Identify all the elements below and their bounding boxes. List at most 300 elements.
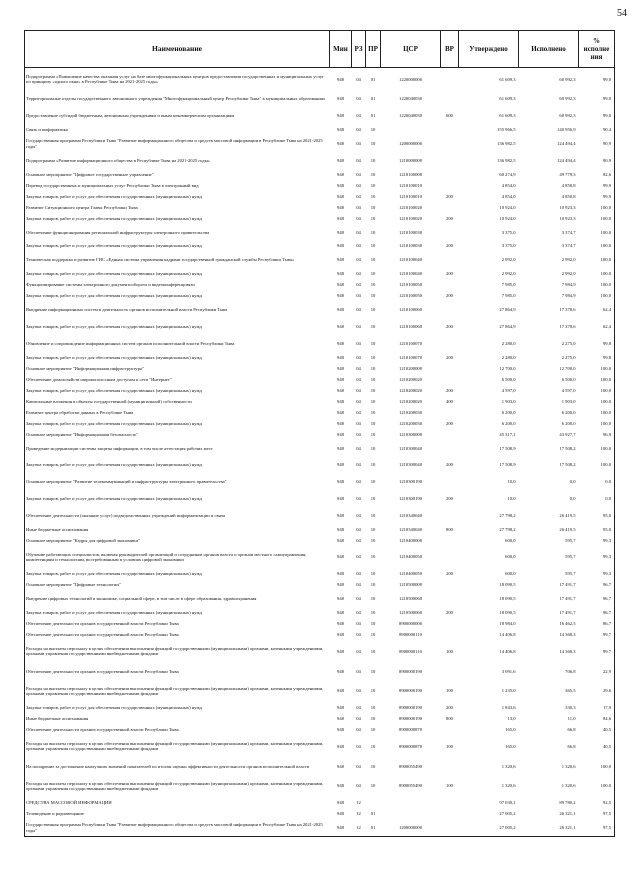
row-name: Обеспечение деятельности органов государственной власти Республики Тыва <box>25 724 330 735</box>
table-row <box>25 663 615 680</box>
table-row <box>25 629 615 640</box>
row-rz: 04 <box>356 215 361 221</box>
row-percent: 100,0 <box>579 440 615 457</box>
header-pr: ПР <box>366 31 381 68</box>
row-executed: 17 491,7 <box>559 610 576 616</box>
row-vr <box>441 579 459 590</box>
row-pr: 10 <box>370 376 376 382</box>
row-name: Внедрение информационных систем в деятельность органов исполнительной власти Республики Тыва <box>25 301 330 318</box>
row-rz: 04 <box>356 495 361 501</box>
table-row <box>25 301 615 318</box>
row-percent: 100,0 <box>579 407 615 418</box>
row-vr <box>441 169 459 180</box>
row-name: Капитальные вложения в объекты государственной (муниципальной) собственности <box>25 396 330 407</box>
header-approved: Утверждено <box>459 31 519 68</box>
row-min: 948 <box>337 271 344 277</box>
row-pr: 10 <box>370 512 376 518</box>
row-vr: 800 <box>446 526 453 532</box>
row-approved: 1 903,0 <box>501 398 516 404</box>
row-rz: 04 <box>356 582 361 588</box>
row-csr: 1200000000 <box>399 140 422 146</box>
row-percent: 17,9 <box>579 702 615 713</box>
table-row <box>25 457 615 474</box>
row-approved: 10 924,0 <box>499 215 516 221</box>
row-vr <box>441 663 459 680</box>
row-percent: 99,0 <box>579 68 615 91</box>
row-min: 948 <box>330 819 352 836</box>
row-vr: 100 <box>446 783 453 789</box>
row-name: Закупка товаров, работ и услуг для обеспечения государственных (муниципальных) нужд <box>25 490 330 507</box>
row-approved: 1 235,0 <box>501 688 516 694</box>
row-pr: 10 <box>370 193 376 199</box>
row-name: Обеспечение деятельности органов государственной власти Республики Тыва <box>25 618 330 629</box>
row-executed: 7 984,9 <box>561 282 576 288</box>
row-name: На поощрение за достижение наилучших значений показателей по итогам оценки эффективности деятельности органов исполнительной власти <box>25 758 330 775</box>
row-rz: 04 <box>356 229 361 235</box>
row-approved: 1 320,6 <box>501 763 516 769</box>
row-rz: 04 <box>356 307 361 313</box>
row-approved: 155 966,5 <box>497 127 516 133</box>
row-vr: 200 <box>446 387 453 393</box>
row-vr: 200 <box>446 610 453 616</box>
row-rz: 04 <box>356 431 361 437</box>
row-percent: 96,7 <box>579 607 615 618</box>
row-rz: 04 <box>356 193 361 199</box>
row-executed: 10 923,3 <box>559 215 576 221</box>
row-name: Закупка товаров, работ и услуг для обеспечения государственных (муниципальных) нужд <box>25 352 330 363</box>
row-executed: 4 597,0 <box>561 387 576 393</box>
row-min: 948 <box>337 688 344 694</box>
row-name: Расходы на выплаты персоналу в целях обеспечения выполнения функций государственными (муниципальными) органами, казенными учреждениями, органами управления государственными внебюджетными фондами <box>25 735 330 758</box>
row-executed: 2 992,0 <box>561 271 576 277</box>
row-pr: 01 <box>370 96 376 102</box>
row-min: 948 <box>337 307 344 313</box>
row-percent: 86,7 <box>579 618 615 629</box>
row-csr: 1210100070 <box>399 340 422 346</box>
row-vr <box>441 91 459 108</box>
row-csr: 1210300190 <box>399 479 422 485</box>
row-csr: 1210400050 <box>399 571 422 577</box>
row-vr <box>441 124 459 135</box>
row-pr: 10 <box>370 282 376 288</box>
row-vr <box>441 279 459 290</box>
row-percent: 95,0 <box>579 524 615 535</box>
row-vr <box>441 301 459 318</box>
row-percent: 100,0 <box>579 374 615 385</box>
row-rz: 04 <box>356 96 361 102</box>
row-approved: 18 090,5 <box>499 596 516 602</box>
table-row <box>25 407 615 418</box>
row-csr: 1210300040 <box>399 462 422 468</box>
row-pr: 10 <box>370 582 376 588</box>
table-row <box>25 590 615 607</box>
row-vr <box>441 363 459 374</box>
table-row <box>25 640 615 663</box>
row-approved: 600,0 <box>505 571 516 577</box>
row-min: 948 <box>337 282 344 288</box>
row-pr: 01 <box>370 113 376 119</box>
row-rz: 04 <box>356 293 361 299</box>
row-csr: 1210100020 <box>399 215 422 221</box>
row-vr <box>441 374 459 385</box>
row-percent: 100,0 <box>579 213 615 224</box>
row-approved: 136 982,5 <box>497 157 516 163</box>
row-name: Обеспечение деятельности органов государственной власти Республики Тыва <box>25 629 330 640</box>
row-name: Расходы на выплаты персоналу в целях обеспечения выполнения функций государственными (муниципальными) органами, казенными учреждениями, органами управления государственными внебюджетными фондами <box>25 680 330 703</box>
row-executed: 60 992,3 <box>559 113 576 119</box>
row-executed: 26 419,5 <box>559 526 576 532</box>
row-pr: 10 <box>370 409 376 415</box>
row-vr <box>441 180 459 191</box>
row-approved: 13,0 <box>507 716 516 722</box>
row-name: Обеспечение домохозяйств широкополосным доступом к сети "Интернет" <box>25 374 330 385</box>
row-csr: 1210340040 <box>399 526 422 532</box>
row-vr <box>441 135 459 152</box>
table-row <box>25 68 615 91</box>
row-csr: 1210500060 <box>399 610 422 616</box>
row-name: Расходы на выплаты персоналу в целях обеспечения выполнения функций государственными (муниципальными) органами, казенными учреждениями, органами управления государственными внебюджетными фондами <box>25 640 330 663</box>
row-executed: 60 992,3 <box>559 96 576 102</box>
row-vr <box>441 808 459 819</box>
table-row <box>25 169 615 180</box>
row-executed: 17 378,6 <box>559 307 576 313</box>
row-executed: 595,7 <box>565 571 576 577</box>
row-csr: 1210200030 <box>399 420 422 426</box>
row-percent: 100,0 <box>579 202 615 213</box>
row-rz: 04 <box>356 271 361 277</box>
row-rz: 12 <box>356 811 361 816</box>
row-vr: 800 <box>446 716 453 722</box>
row-rz: 04 <box>356 763 361 769</box>
row-percent: 99,8 <box>579 352 615 363</box>
row-executed: 140 956,9 <box>557 127 576 133</box>
row-rz: 04 <box>356 727 361 733</box>
row-approved: 60 274,9 <box>499 171 516 177</box>
row-min: 948 <box>337 445 344 451</box>
row-csr: 1210100040 <box>399 271 422 277</box>
row-rz: 04 <box>356 409 361 415</box>
row-min: 948 <box>337 537 344 543</box>
table-row <box>25 524 615 535</box>
row-name: Предоставление субсидий бюджетным, автономным учреждениям и иным некоммерческим организациям <box>25 107 330 124</box>
table-row <box>25 775 615 798</box>
row-percent: 97,5 <box>579 819 615 836</box>
row-min: 948 <box>337 229 344 235</box>
row-vr: 200 <box>446 215 453 221</box>
row-approved: 27 005,2 <box>499 811 516 816</box>
row-name: Закупка товаров, работ и услуг для обеспечения государственных (муниципальных) нужд <box>25 418 330 429</box>
table-row <box>25 290 615 301</box>
row-executed: 7 984,9 <box>561 293 576 299</box>
row-vr: 100 <box>446 648 453 654</box>
row-executed: 17 491,7 <box>559 596 576 602</box>
row-min: 948 <box>337 257 344 263</box>
table-row <box>25 713 615 724</box>
row-percent: 99,3 <box>579 535 615 546</box>
row-min: 948 <box>337 727 344 733</box>
table-row <box>25 374 615 385</box>
table-row <box>25 385 615 396</box>
row-executed: 17 508,2 <box>559 445 576 451</box>
header-rz: РЗ <box>352 31 366 68</box>
row-percent: 0,0 <box>579 473 615 490</box>
row-csr: 1210300000 <box>399 431 422 437</box>
row-executed: 1 320,6 <box>561 763 576 769</box>
row-min: 948 <box>337 204 344 210</box>
row-pr: 10 <box>370 632 376 638</box>
row-rz: 04 <box>356 340 361 346</box>
row-name: Основное мероприятие "Информационная инфраструктура" <box>25 363 330 374</box>
row-percent: 82,6 <box>579 169 615 180</box>
row-vr <box>441 819 459 836</box>
row-approved: 600,0 <box>505 537 516 543</box>
row-rz: 04 <box>356 243 361 249</box>
row-min: 948 <box>337 479 344 485</box>
row-percent: 100,0 <box>579 241 615 252</box>
row-approved: 7 985,0 <box>501 282 516 288</box>
row-pr: 10 <box>370 420 376 426</box>
row-name: Закупка товаров, работ и услуг для обеспечения государственных (муниципальных) нужд <box>25 318 330 335</box>
row-pr: 10 <box>370 127 376 133</box>
row-percent: 99,7 <box>579 640 615 663</box>
row-min: 948 <box>337 215 344 221</box>
row-name: Иные бюджетные ассигнования <box>25 713 330 724</box>
row-csr: 1220040030 <box>399 113 422 119</box>
row-name: Государственная программа Республики Тыва "Развитие информационного общества и средств массовой информации в Республике Тыва на 2021-2025 годы" <box>25 135 330 152</box>
row-pr: 10 <box>370 340 376 346</box>
table-row <box>25 135 615 152</box>
row-rz: 04 <box>356 420 361 426</box>
row-min: 948 <box>337 140 344 146</box>
row-name: Расходы на выплаты персоналу в целях обеспечения выполнения функций государственными (муниципальными) органами, казенными учреждениями, органами управления государственными внебюджетными фондами <box>25 775 330 798</box>
row-pr: 10 <box>370 495 376 501</box>
row-min: 948 <box>337 783 344 789</box>
table-row <box>25 808 615 819</box>
row-rz: 04 <box>356 705 361 711</box>
row-percent: 100,0 <box>579 224 615 241</box>
row-approved: 97 030,1 <box>499 800 516 805</box>
row-pr: 10 <box>370 716 376 722</box>
row-rz: 04 <box>356 204 361 210</box>
row-rz: 04 <box>356 512 361 518</box>
row-min: 948 <box>337 193 344 199</box>
row-rz: 04 <box>356 648 361 654</box>
row-executed: 14 368,3 <box>559 648 576 654</box>
row-vr <box>441 335 459 352</box>
row-executed: 0,0 <box>569 479 576 485</box>
row-approved: 7 985,0 <box>501 293 516 299</box>
row-pr: 10 <box>370 743 376 749</box>
row-pr: 10 <box>370 257 376 263</box>
row-percent: 97,5 <box>579 808 615 819</box>
row-approved: 12 700,0 <box>499 365 516 371</box>
row-executed: 3 374,7 <box>561 229 576 235</box>
table-row <box>25 546 615 569</box>
row-vr <box>441 618 459 629</box>
row-executed: 6 200,0 <box>561 420 576 426</box>
row-pr: 10 <box>370 215 376 221</box>
row-pr: 10 <box>370 537 376 543</box>
row-csr: 1210300190 <box>399 495 422 501</box>
row-csr: 1210400000 <box>399 537 422 543</box>
row-pr: 10 <box>370 763 376 769</box>
table-row <box>25 152 615 169</box>
row-pr: 10 <box>370 323 376 329</box>
table-row <box>25 352 615 363</box>
row-min: 948 <box>337 610 344 616</box>
row-approved: 10 924,0 <box>499 204 516 210</box>
row-approved: 27 798,2 <box>499 512 516 518</box>
row-approved: 2 280,0 <box>501 340 516 346</box>
row-csr: 8900055490 <box>399 783 422 789</box>
row-percent: 99,9 <box>579 191 615 202</box>
row-name: Подпрограмма «Развитие информационного общества в Республике Тыва на 2021-2025 годы» <box>25 152 330 169</box>
table-row <box>25 735 615 758</box>
row-min: 948 <box>337 171 344 177</box>
row-csr: 1210200000 <box>399 365 422 371</box>
row-csr: 1210100040 <box>399 257 422 263</box>
row-pr: 10 <box>370 157 376 163</box>
row-rz: 04 <box>356 537 361 543</box>
row-approved: 6 200,0 <box>501 409 516 415</box>
row-vr <box>441 546 459 569</box>
row-vr: 200 <box>446 571 453 577</box>
row-min: 948 <box>337 462 344 468</box>
table-row <box>25 418 615 429</box>
row-percent: 96,7 <box>579 590 615 607</box>
row-rz: 04 <box>356 688 361 694</box>
row-csr: 1210100060 <box>399 323 422 329</box>
row-rz: 04 <box>356 554 361 560</box>
row-min: 948 <box>337 113 344 119</box>
row-csr: 8900055490 <box>399 763 422 769</box>
row-approved: 6 200,0 <box>501 420 516 426</box>
table-row <box>25 819 615 836</box>
row-percent: 99,3 <box>579 546 615 569</box>
row-name: Государственная программа Республики Тыва "Развитие информационного общества и средств массовой информации в Республике Тыва на 2021-2025 годы" <box>25 819 330 836</box>
row-csr: 8900000000 <box>399 621 422 627</box>
row-name: Закупка товаров, работ и услуг для обеспечения государственных (муниципальных) нужд <box>25 385 330 396</box>
row-executed: 26 321,1 <box>559 811 576 816</box>
row-percent: 100,0 <box>579 268 615 279</box>
row-approved: 18 984,0 <box>499 621 516 627</box>
row-csr: 1220040030 <box>399 96 422 102</box>
row-csr: 1210500000 <box>399 582 422 588</box>
row-percent: 84,6 <box>579 713 615 724</box>
row-rz: 04 <box>356 526 361 532</box>
row-min: 948 <box>337 243 344 249</box>
table-row <box>25 758 615 775</box>
row-rz: 04 <box>356 596 361 602</box>
row-rz: 04 <box>356 113 361 119</box>
table-body <box>25 68 615 837</box>
header-csr: ЦСР <box>381 31 441 68</box>
row-approved: 6 500,0 <box>501 376 516 382</box>
row-approved: 600,0 <box>505 554 516 560</box>
row-executed: 26 419,5 <box>559 512 576 518</box>
row-approved: 18 090,5 <box>499 610 516 616</box>
table-row <box>25 318 615 335</box>
row-name: СРЕДСТВА МАССОВОЙ ИНФОРМАЦИИ <box>25 797 330 808</box>
row-pr: 01 <box>366 819 381 836</box>
row-approved: 61 609,3 <box>499 113 516 119</box>
row-csr: 1210200020 <box>399 387 422 393</box>
row-name: Закупка товаров, работ и услуг для обеспечения государственных (муниципальных) нужд <box>25 191 330 202</box>
table-row <box>25 568 615 579</box>
row-csr: 1210100000 <box>399 171 422 177</box>
row-vr: 200 <box>446 420 453 426</box>
row-vr: 200 <box>446 323 453 329</box>
row-csr: 1210100020 <box>399 204 422 210</box>
row-csr <box>381 797 441 808</box>
row-percent: 29,6 <box>579 680 615 703</box>
row-name: Связь и информатика <box>25 124 330 135</box>
row-vr <box>441 758 459 775</box>
row-executed: 595,7 <box>565 537 576 543</box>
row-vr: 200 <box>446 462 453 468</box>
row-min: 948 <box>337 182 344 188</box>
row-name: Закупка товаров, работ и услуг для обеспечения государственных (муниципальных) нужд <box>25 241 330 252</box>
row-min: 948 <box>337 571 344 577</box>
row-vr <box>441 152 459 169</box>
row-vr: 200 <box>446 705 453 711</box>
table-row <box>25 507 615 524</box>
row-percent: 100,0 <box>579 252 615 269</box>
row-vr: 200 <box>446 293 453 299</box>
row-percent: 100,0 <box>579 279 615 290</box>
header-vr: ВР <box>441 31 459 68</box>
row-name: Обновление и сопровождение информационных систем органов исполнительной власти Республики Тыва <box>25 335 330 352</box>
row-min: 948 <box>337 743 344 749</box>
row-approved: 27 864,9 <box>499 307 516 313</box>
row-approved: 18 090,5 <box>499 582 516 588</box>
row-approved: 45 317,1 <box>499 431 516 437</box>
row-min: 948 <box>337 800 344 805</box>
header-name: Наименование <box>25 31 330 68</box>
row-percent: 62,4 <box>579 318 615 335</box>
row-percent: 40,5 <box>579 724 615 735</box>
row-executed: 89 780,2 <box>559 800 576 805</box>
row-min: 948 <box>337 340 344 346</box>
row-approved: 61 609,3 <box>499 96 516 102</box>
row-percent: 22,9 <box>579 663 615 680</box>
row-name: Обучение работающих специалистов, включая руководителей организаций и сотрудников органов власти и органов местного самоуправления, компетенциям и технологиям, востребованным в условиях цифровой экономики <box>25 546 330 569</box>
row-csr: 1210400050 <box>399 554 422 560</box>
row-name: Основное мероприятие "Информационная безопасность" <box>25 429 330 440</box>
table-row <box>25 335 615 352</box>
row-executed: 706,8 <box>565 668 576 674</box>
row-percent: 90,9 <box>579 135 615 152</box>
table-row <box>25 797 615 808</box>
row-min: 948 <box>337 596 344 602</box>
row-rz: 04 <box>356 127 361 133</box>
row-name: Основное мероприятие "Цифровое государственное управление" <box>25 169 330 180</box>
row-executed: 6 200,0 <box>561 409 576 415</box>
row-vr: 200 <box>446 271 453 277</box>
table-row <box>25 107 615 124</box>
row-name: Основное мероприятие "Кадры для цифровой экономики" <box>25 535 330 546</box>
row-vr <box>441 629 459 640</box>
row-approved: 2 992,0 <box>501 257 516 263</box>
row-csr: 1210000000 <box>399 157 422 163</box>
row-percent: 92,5 <box>579 797 615 808</box>
table-row <box>25 180 615 191</box>
row-csr: 1210200030 <box>399 409 422 415</box>
row-pr: 10 <box>370 431 376 437</box>
row-pr: 10 <box>370 271 376 277</box>
row-percent: 100,0 <box>579 363 615 374</box>
row-min: 948 <box>337 398 344 404</box>
